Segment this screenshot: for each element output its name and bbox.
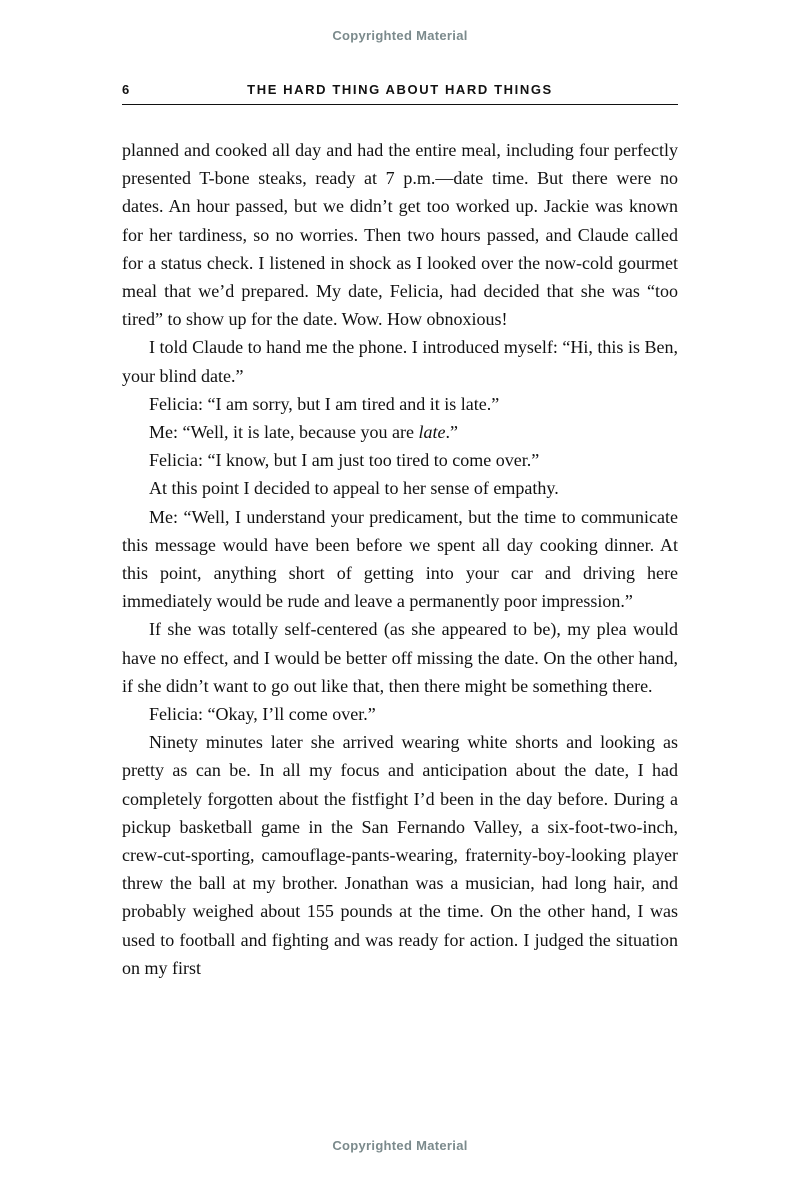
text-segment: Felicia: “Okay, I’ll come over.” bbox=[149, 704, 376, 725]
header-divider bbox=[122, 104, 678, 105]
text-segment: If she was totally self-centered (as she appeared to be), my plea would have no effect, and I would be better off missing the date. On the other hand, if she didn’t want to go out like that, then there might be something there. bbox=[122, 619, 678, 696]
page-body bbox=[122, 136, 678, 982]
running-title: THE HARD THING ABOUT HARD THINGS bbox=[247, 82, 553, 97]
page-header bbox=[122, 82, 678, 97]
text-segment: I told Claude to hand me the phone. I introduced myself: “Hi, this is Ben, your blind date.” bbox=[122, 337, 678, 386]
text-segment: Me: “Well, I understand your predicament, but the time to communicate this message would have been before we spent all day cooking dinner. At this point, anything short of getting into your car and driving here immediately would be rude and leave a permanently poor impression.” bbox=[122, 506, 678, 612]
text-segment: Felicia: “I am sorry, but I am tired and it is late.” bbox=[149, 393, 500, 414]
paragraph bbox=[122, 728, 678, 982]
text-segment: Ninety minutes later she arrived wearing white shorts and looking as pretty as can be. In all my focus and anticipation about the date, I had completely forgotten about the fistfight I’d been in the day before. During a pickup basketball game in the San Fernando Valley, a six-foot-two-inch, crew-cut-sporting, camouflage-pants-wearing, fraternity-boy-looking player threw the ball at my brother. Jonathan was a musician, had long hair, and probably weighed about 155 pounds at the time. On the other hand, I was used to football and fighting and was ready for action. I judged the situation on my first bbox=[122, 732, 678, 978]
paragraph bbox=[122, 615, 678, 700]
copyright-notice-bottom: Copyrighted Material bbox=[332, 1138, 468, 1153]
paragraph bbox=[122, 390, 678, 418]
paragraph bbox=[122, 333, 678, 389]
paragraph bbox=[122, 446, 678, 474]
italic-text: late bbox=[418, 422, 446, 443]
paragraph bbox=[122, 700, 678, 728]
text-segment: Me: “Well, it is late, because you are bbox=[149, 422, 419, 443]
page-number: 6 bbox=[122, 82, 130, 97]
text-segment: .” bbox=[445, 422, 458, 443]
paragraph bbox=[122, 136, 678, 333]
copyright-notice-top: Copyrighted Material bbox=[332, 28, 468, 43]
text-segment: planned and cooked all day and had the entire meal, including four perfectly presented T-bone steaks, ready at 7 p.m.—date time. But there were no dates. An hour passed, but we didn’t get too worked up. Jackie was known for her tardiness, so no worries. Then two hours passed, and Claude called for a status check. I listened in shock as I looked over the now-cold gourmet meal that we’d prepared. My date, Felicia, had decided that she was “too tired” to show up for the date. Wow. How obnoxious! bbox=[122, 140, 678, 330]
paragraph bbox=[122, 474, 678, 502]
text-segment: Felicia: “I know, but I am just too tired to come over.” bbox=[149, 450, 540, 471]
text-segment: At this point I decided to appeal to her sense of empathy. bbox=[149, 478, 559, 499]
paragraph bbox=[122, 503, 678, 616]
paragraph bbox=[122, 418, 678, 446]
